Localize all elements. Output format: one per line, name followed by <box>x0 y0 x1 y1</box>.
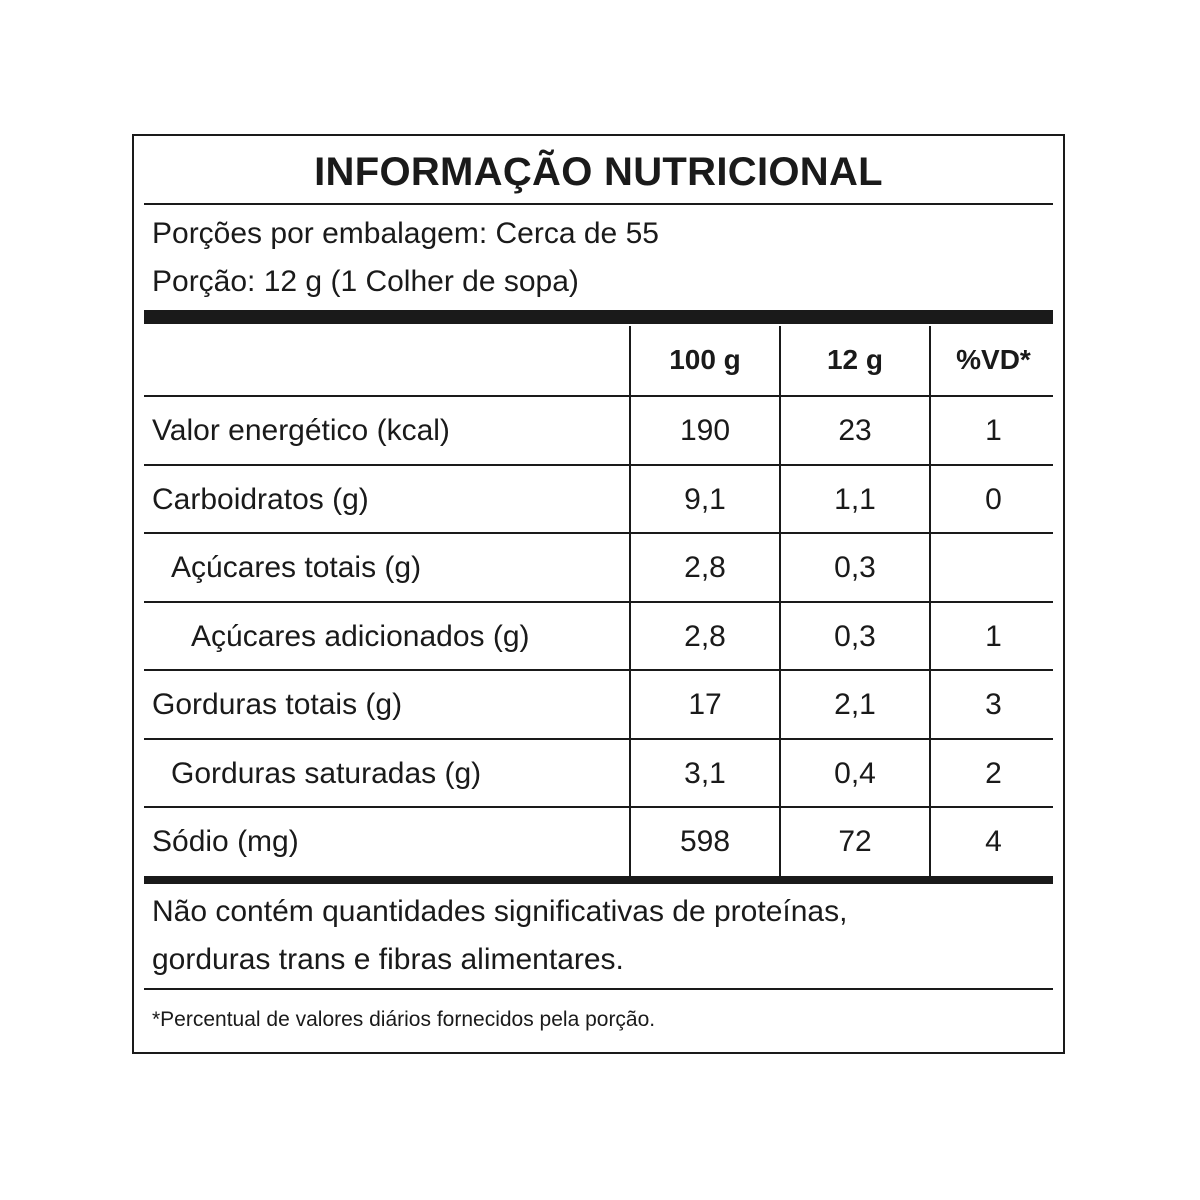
value-100g: 17 <box>688 688 722 721</box>
nutrition-facts-label <box>132 134 1065 1054</box>
nutrient-name: Carboidratos (g) <box>152 483 369 516</box>
notes-line-2: gorduras trans e fibras alimentares. <box>152 943 624 976</box>
value-12g: 0,3 <box>834 551 876 584</box>
value-12g: 23 <box>838 414 872 447</box>
table-row <box>144 603 1053 671</box>
value-12g: 0,4 <box>834 757 876 790</box>
value-vd: 0 <box>985 483 1002 516</box>
notes-line-1: Não contém quantidades significativas de proteínas, <box>152 895 848 928</box>
header-vd: %VD* <box>956 344 1031 375</box>
value-vd: 3 <box>985 688 1002 721</box>
table-row <box>144 671 1053 739</box>
thick-divider-bottom <box>144 876 1053 884</box>
value-12g: 1,1 <box>834 483 876 516</box>
value-100g: 598 <box>679 825 731 858</box>
value-12g: 2,1 <box>834 688 876 721</box>
footnote-divider <box>144 988 1053 990</box>
value-vd: 2 <box>985 757 1002 790</box>
value-100g: 3,1 <box>684 757 726 790</box>
servings-per-package: Porções por embalagem: Cerca de 55 <box>152 217 659 250</box>
table-row <box>144 808 1053 876</box>
nutrient-name: Açúcares adicionados (g) <box>191 620 530 653</box>
table-row <box>144 534 1053 602</box>
value-100g: 190 <box>679 414 731 447</box>
nutrient-name: Açúcares totais (g) <box>171 551 422 584</box>
thick-divider-top <box>144 310 1053 324</box>
value-100g: 2,8 <box>684 551 726 584</box>
title-divider <box>144 203 1053 205</box>
nutrient-name: Valor energético (kcal) <box>152 414 450 447</box>
value-vd: 1 <box>985 414 1002 447</box>
value-vd: 4 <box>985 825 1002 858</box>
nutrient-name: Gorduras saturadas (g) <box>171 757 482 790</box>
value-vd: 1 <box>985 620 1002 653</box>
table-header-row <box>144 326 1053 394</box>
table-row <box>144 397 1053 465</box>
header-12g: 12 g <box>826 344 884 375</box>
value-100g: 2,8 <box>684 620 726 653</box>
nutrient-name: Gorduras totais (g) <box>152 688 403 721</box>
value-vd <box>930 534 1057 602</box>
value-12g: 72 <box>838 825 872 858</box>
footnote: *Percentual de valores diários fornecidos pela porção. <box>152 1008 656 1031</box>
nutrient-name: Sódio (mg) <box>152 825 299 858</box>
label-title: INFORMAÇÃO NUTRICIONAL <box>314 150 883 194</box>
table-row <box>144 466 1053 534</box>
value-12g: 0,3 <box>834 620 876 653</box>
header-100g: 100 g <box>669 344 741 375</box>
table-row <box>144 740 1053 808</box>
value-100g: 9,1 <box>684 483 726 516</box>
portion-size: Porção: 12 g (1 Colher de sopa) <box>152 265 579 298</box>
